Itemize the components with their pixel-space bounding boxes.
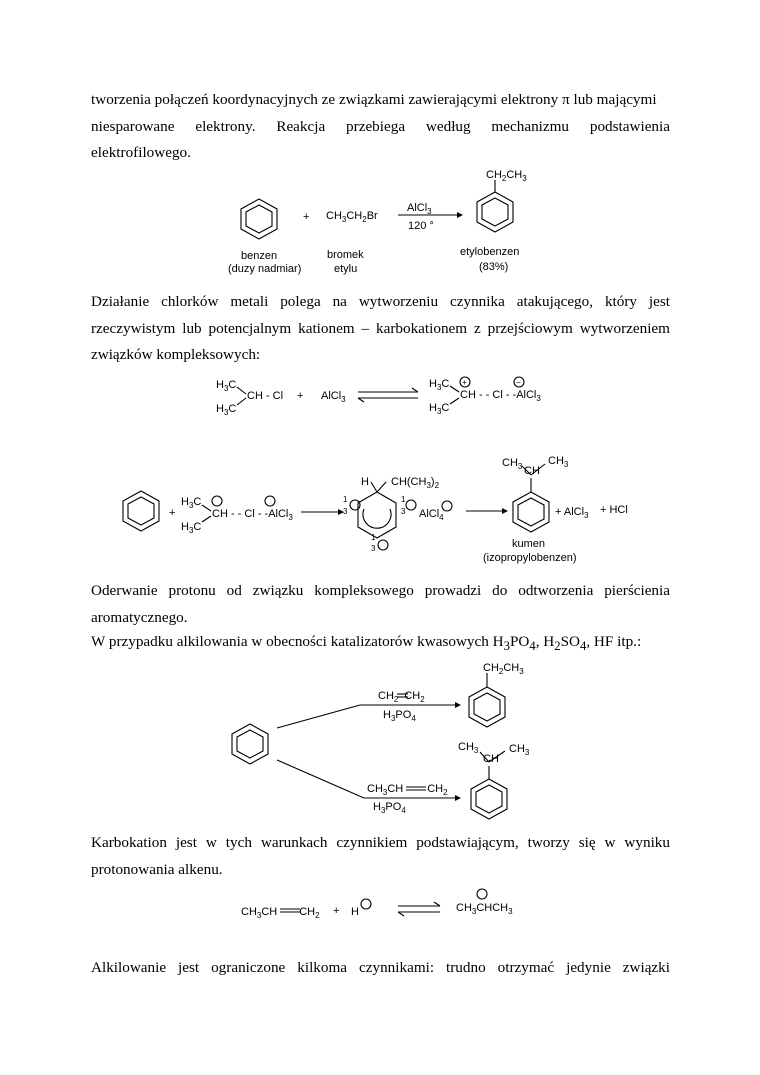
methyl-top: $H_3C$ — [181, 496, 202, 510]
svg-text:3: 3 — [401, 507, 406, 516]
text-line: protonowania alkenu. — [91, 860, 223, 878]
complex-formula: CH - - Cl - -AlCl$_3$ — [212, 508, 293, 522]
byproduct-hcl: + HCl — [600, 504, 628, 516]
text-line: elektrofilowego. — [91, 144, 191, 161]
ethyl-formula: $CH_2CH_3$ — [483, 662, 524, 676]
cation-formula: $CH_3CHCH_3$ — [456, 902, 513, 916]
methyl-top: $H_3C$ — [216, 379, 237, 393]
methyl-left: $CH_3$ — [502, 457, 523, 471]
ch-label: CH — [483, 753, 499, 765]
text-line: rzeczywistym lub potencjalnym kationem – karbokationem z przejściowym wytworzeniem — [91, 319, 670, 337]
svg-text:3: 3 — [371, 544, 376, 553]
svg-text:+: + — [462, 378, 467, 387]
substituent-formula: $CH_2CH_3$ — [486, 169, 527, 183]
reagent-formula: $CH_3CH_2Br$ — [326, 210, 378, 224]
alkene-formula: $CH_3CH$ $CH_2$ — [241, 906, 320, 920]
text-line: Karbokation jest w tych warunkach czynnikiem podstawiającym, tworzy się w wyniku — [91, 834, 670, 851]
isopropyl-group: $CH(CH_3)_2$ — [391, 476, 440, 490]
methyl-bottom: $H_3C$ — [216, 403, 237, 417]
label-product: etylobenzen — [460, 246, 520, 258]
methyl-left: $CH_3$ — [458, 741, 479, 755]
plus-sign: + — [333, 905, 340, 917]
proton-label: H — [351, 906, 359, 918]
text-line: aromatycznego. — [91, 608, 188, 626]
text-line: Oderwanie protonu od związku kompleksowego prowadzi do odtworzenia pierścienia — [91, 582, 670, 599]
label-yield: (83%) — [479, 261, 509, 273]
label-kumen-2: (izopropylobenzen) — [483, 552, 577, 564]
complex-formula: CH - - Cl - -AlCl$_3$ — [460, 389, 541, 403]
propene-formula: $CH_3CH$ $CH_2$ — [367, 783, 448, 797]
svg-text:1: 1 — [371, 533, 376, 542]
plus-sign: + — [169, 507, 176, 519]
temperature-label: 120 ° — [408, 220, 434, 232]
methyl-bottom: $H_3C$ — [181, 521, 202, 535]
svg-text:1: 1 — [401, 495, 406, 504]
positive-charge-icon — [477, 889, 487, 899]
positive-charge-icon — [361, 899, 371, 909]
catalyst-formula: AlCl$_3$ — [407, 202, 432, 216]
byproduct-alcl3: + AlCl$_3$ — [555, 506, 589, 520]
hydrogen-label: H — [361, 476, 369, 488]
ch-label: CH — [524, 465, 540, 477]
alcl4-formula: AlCl$_4$ — [419, 508, 444, 522]
svg-text:3: 3 — [343, 507, 348, 516]
ch-cl-group: CH - Cl — [247, 390, 284, 402]
text-line: Alkilowanie jest ograniczone kilkoma czynnikami: trudno otrzymać jedynie związki — [91, 959, 670, 976]
label-kumen: kumen — [512, 538, 546, 550]
ethene-formula: $CH_2$ $CH_2$ — [378, 690, 425, 704]
methyl-top: $H_3C$ — [429, 378, 450, 392]
svg-text:−: − — [516, 378, 521, 387]
acid-formula: $H_3PO_4$ — [383, 709, 416, 723]
label-benzene-note: (duzy nadmiar) — [228, 263, 302, 275]
acid-formula: $H_3PO_4$ — [373, 801, 406, 815]
label-bromide: bromek — [327, 249, 364, 261]
text-line: Działanie chlorków metali polega na wytworzeniu czynnika atakującego, który jest — [91, 293, 670, 310]
alcl3-formula: AlCl$_3$ — [321, 390, 346, 404]
plus-sign: + — [297, 390, 304, 402]
label-bromide-2: etylu — [334, 263, 358, 275]
methyl-right: $CH_3$ — [509, 743, 530, 757]
text-line: związków kompleksowych: — [91, 346, 261, 363]
methyl-bottom: $H_3C$ — [429, 402, 450, 416]
svg-text:1: 1 — [343, 495, 348, 504]
text-line: W przypadku alkilowania w obecności katalizatorów kwasowych $H_3PO_4$, $H_2SO_4$, HF itp.: — [91, 633, 642, 654]
text-line: tworzenia połączeń koordynacyjnych ze związkami zawierającymi elektrony π lub mającymi — [91, 91, 657, 108]
plus-sign: + — [303, 211, 310, 223]
label-benzene: benzen — [241, 250, 278, 262]
methyl-right: $CH_3$ — [548, 455, 569, 469]
text-line: niesparowane elektrony. Reakcja przebiega według mechanizmu podstawienia — [91, 117, 670, 135]
paragraph-6 — [91, 955, 670, 982]
